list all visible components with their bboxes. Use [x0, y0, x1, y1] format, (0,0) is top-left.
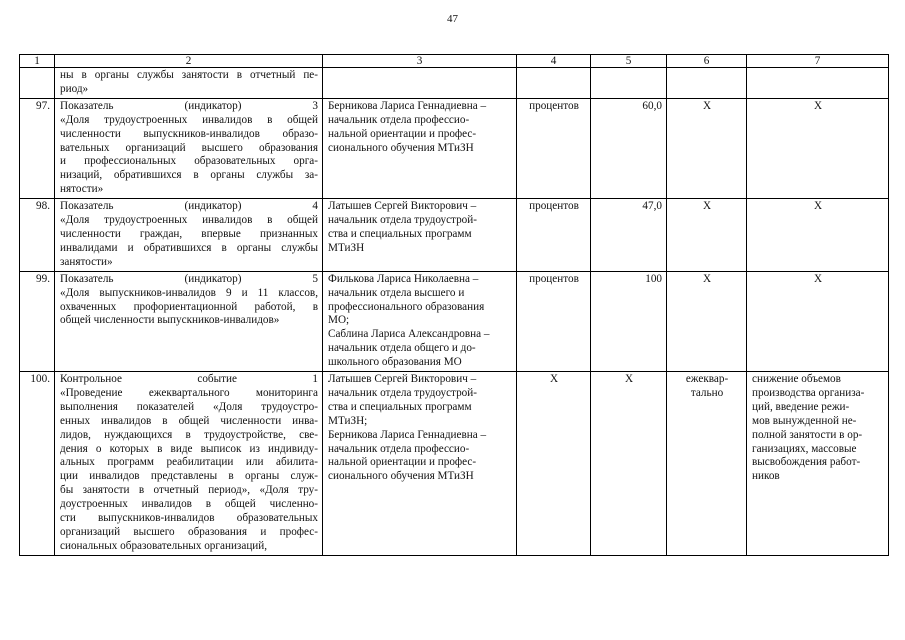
responsible-person: [323, 271, 517, 371]
responsible-person-line: начальник отдела трудоустрой-: [328, 214, 477, 227]
responsible-person-line: Берникова Лариса Геннадиевна –: [328, 99, 487, 112]
risk-cell-line: ций, введение режи-: [752, 400, 850, 413]
risk-cell: [747, 199, 889, 272]
table-row: [20, 199, 889, 272]
indicator-description-line: сти выпускников-инвалидов образовательных: [60, 512, 318, 525]
risk-cell-line: X: [813, 99, 823, 112]
value-cell: X: [591, 372, 667, 556]
header-cell: 5: [591, 55, 667, 68]
risk-cell: [747, 271, 889, 371]
responsible-person-line: МО;: [328, 314, 350, 327]
indicator-description-line: занятости»: [60, 255, 113, 268]
responsible-person-line: начальник отдела общего и до-: [328, 342, 476, 355]
responsible-person-line: МТиЗН;: [328, 414, 368, 427]
risk-cell-line: X: [813, 200, 823, 213]
indicator-description-line: енных инвалидов в общей численности инва-: [60, 414, 318, 427]
indicator-description-line: охваченных профориентационной работой, в: [60, 300, 318, 313]
table-row: [20, 68, 889, 99]
header-cell: 6: [667, 55, 747, 68]
risk-cell: [747, 98, 889, 198]
row-number: [20, 68, 55, 99]
indicator-description-line: Контрольное событие 1: [60, 373, 318, 386]
responsible-person-line: Латышев Сергей Викторович –: [328, 200, 477, 213]
row-number: 97.: [20, 98, 55, 198]
period-cell: [667, 372, 747, 556]
responsible-person-line: начальник отдела высшего и: [328, 286, 465, 299]
header-cell: 4: [517, 55, 591, 68]
responsible-person-line: сионального обучения МТиЗН: [328, 470, 474, 483]
responsible-person-line: Филькова Лариса Николаевна –: [328, 272, 479, 285]
indicator-description-line: Показатель (индикатор) 4: [60, 200, 318, 213]
row-number: 100.: [20, 372, 55, 556]
indicator-description-line: альных программ реабилитации или абилита-: [60, 456, 318, 469]
unit-cell: [517, 68, 591, 99]
risk-cell-line: производства организа-: [752, 386, 865, 399]
responsible-person: [323, 199, 517, 272]
table-row: [20, 372, 889, 556]
indicator-description-line: доустроенных инвалидов в общей численно-: [60, 498, 318, 511]
responsible-person: [323, 68, 517, 99]
page-number: 47: [447, 13, 458, 25]
risk-cell-line: полной занятости в ор-: [752, 428, 863, 441]
responsible-person-line: Латышев Сергей Викторович –: [328, 373, 477, 386]
table-row: [20, 271, 889, 371]
table-row: [20, 98, 889, 198]
responsible-person-line: МТиЗН: [328, 241, 365, 254]
indicator-description-line: дения о которых в виде выписок из индивиду-: [60, 442, 318, 455]
indicator-description: [55, 372, 323, 556]
value-cell: 60,0: [591, 98, 667, 198]
risk-cell-line: X: [813, 272, 823, 285]
period-cell: [667, 271, 747, 371]
header-cell: 3: [323, 55, 517, 68]
responsible-person-line: начальник отдела профессио-: [328, 442, 470, 455]
indicator-description-line: ции инвалидов представлены в органы служ-: [60, 470, 318, 483]
indicator-description-line: низаций, обратившихся в органы службы за-: [60, 169, 318, 182]
indicator-description-line: инвалидами и обратившихся в органы службы: [60, 241, 318, 254]
indicator-description-line: риод»: [60, 82, 89, 95]
indicator-description-line: «Доля трудоустроенных инвалидов в общей: [60, 214, 318, 227]
indicator-description-line: вательных организаций высшего образования: [60, 141, 318, 154]
responsible-person-line: нальной ориентации и профес-: [328, 456, 477, 469]
unit-cell: процентов: [517, 199, 591, 272]
unit-cell: процентов: [517, 271, 591, 371]
indicator-description-line: выполнения показателей «Доля трудоустро-: [60, 400, 318, 413]
risk-cell-line: высвобождения работ-: [752, 456, 861, 469]
responsible-person-line: ства и специальных программ: [328, 227, 472, 240]
responsible-person-line: школьного образования МО: [328, 356, 462, 369]
period-cell: [667, 199, 747, 272]
responsible-person-line: сионального обучения МТиЗН: [328, 141, 474, 154]
period-cell-line: X: [702, 272, 712, 285]
indicator-description: [55, 68, 323, 99]
row-number: 99.: [20, 271, 55, 371]
responsible-person-line: Берникова Лариса Геннадиевна –: [328, 428, 487, 441]
value-cell: 100: [591, 271, 667, 371]
responsible-person-line: Саблина Лариса Александровна –: [328, 328, 490, 341]
indicator-description-line: лидов, нуждающихся в трудоустройстве, све-: [60, 428, 318, 441]
indicator-description-line: нятости»: [60, 183, 104, 196]
indicator-description-line: бы занятости в отчетный период», «Доля тру-: [60, 484, 318, 497]
period-cell-line: тально: [690, 386, 724, 399]
indicator-description-line: Показатель (индикатор) 5: [60, 272, 318, 285]
risk-cell-line: мов вынужденной не-: [752, 414, 857, 427]
risk-cell-line: снижение объемов: [752, 373, 841, 386]
table-header-row: [20, 55, 889, 68]
risk-cell-line: ников: [752, 470, 780, 483]
responsible-person-line: начальник отдела трудоустрой-: [328, 386, 477, 399]
period-cell: [667, 98, 747, 198]
period-cell: [667, 68, 747, 99]
indicator-description-line: общей численности выпускников-инвалидов»: [60, 314, 280, 327]
indicator-description-line: «Проведение ежеквартального мониторинга: [60, 386, 318, 399]
indicator-description-line: «Доля выпускников-инвалидов 9 и 11 классов,: [60, 286, 318, 299]
value-cell: 47,0: [591, 199, 667, 272]
unit-cell: X: [517, 372, 591, 556]
indicator-description: [55, 98, 323, 198]
indicator-description: [55, 271, 323, 371]
indicator-description-line: «Доля трудоустроенных инвалидов в общей: [60, 113, 318, 126]
indicator-description-line: сиональных образовательных организаций,: [60, 539, 268, 552]
responsible-person-line: ства и специальных программ: [328, 400, 472, 413]
plan-table: [19, 54, 889, 556]
indicator-description-line: Показатель (индикатор) 3: [60, 99, 318, 112]
period-cell-line: X: [702, 99, 712, 112]
risk-cell: [747, 68, 889, 99]
period-cell-line: X: [702, 200, 712, 213]
period-cell-line: ежеквар-: [685, 373, 729, 386]
indicator-description: [55, 199, 323, 272]
risk-cell: [747, 372, 889, 556]
header-cell: 2: [55, 55, 323, 68]
risk-cell-line: ганизациях, массовые: [752, 442, 857, 455]
indicator-description-line: численности граждан, впервые признанных: [60, 227, 318, 240]
responsible-person-line: нальной ориентации и профес-: [328, 127, 477, 140]
header-cell: 1: [20, 55, 55, 68]
indicator-description-line: численности выпускников-инвалидов образо-: [60, 127, 318, 140]
responsible-person: [323, 372, 517, 556]
responsible-person-line: профессионального образования: [328, 300, 485, 313]
row-number: 98.: [20, 199, 55, 272]
header-cell: 7: [747, 55, 889, 68]
responsible-person: [323, 98, 517, 198]
indicator-description-line: ны в органы службы занятости в отчетный пе-: [60, 69, 318, 81]
indicator-description-line: и профессиональных образовательных орга-: [60, 155, 318, 168]
unit-cell: процентов: [517, 98, 591, 198]
responsible-person-line: начальник отдела профессио-: [328, 113, 470, 126]
value-cell: [591, 68, 667, 99]
indicator-description-line: организаций высшего образования и профес-: [60, 526, 318, 538]
